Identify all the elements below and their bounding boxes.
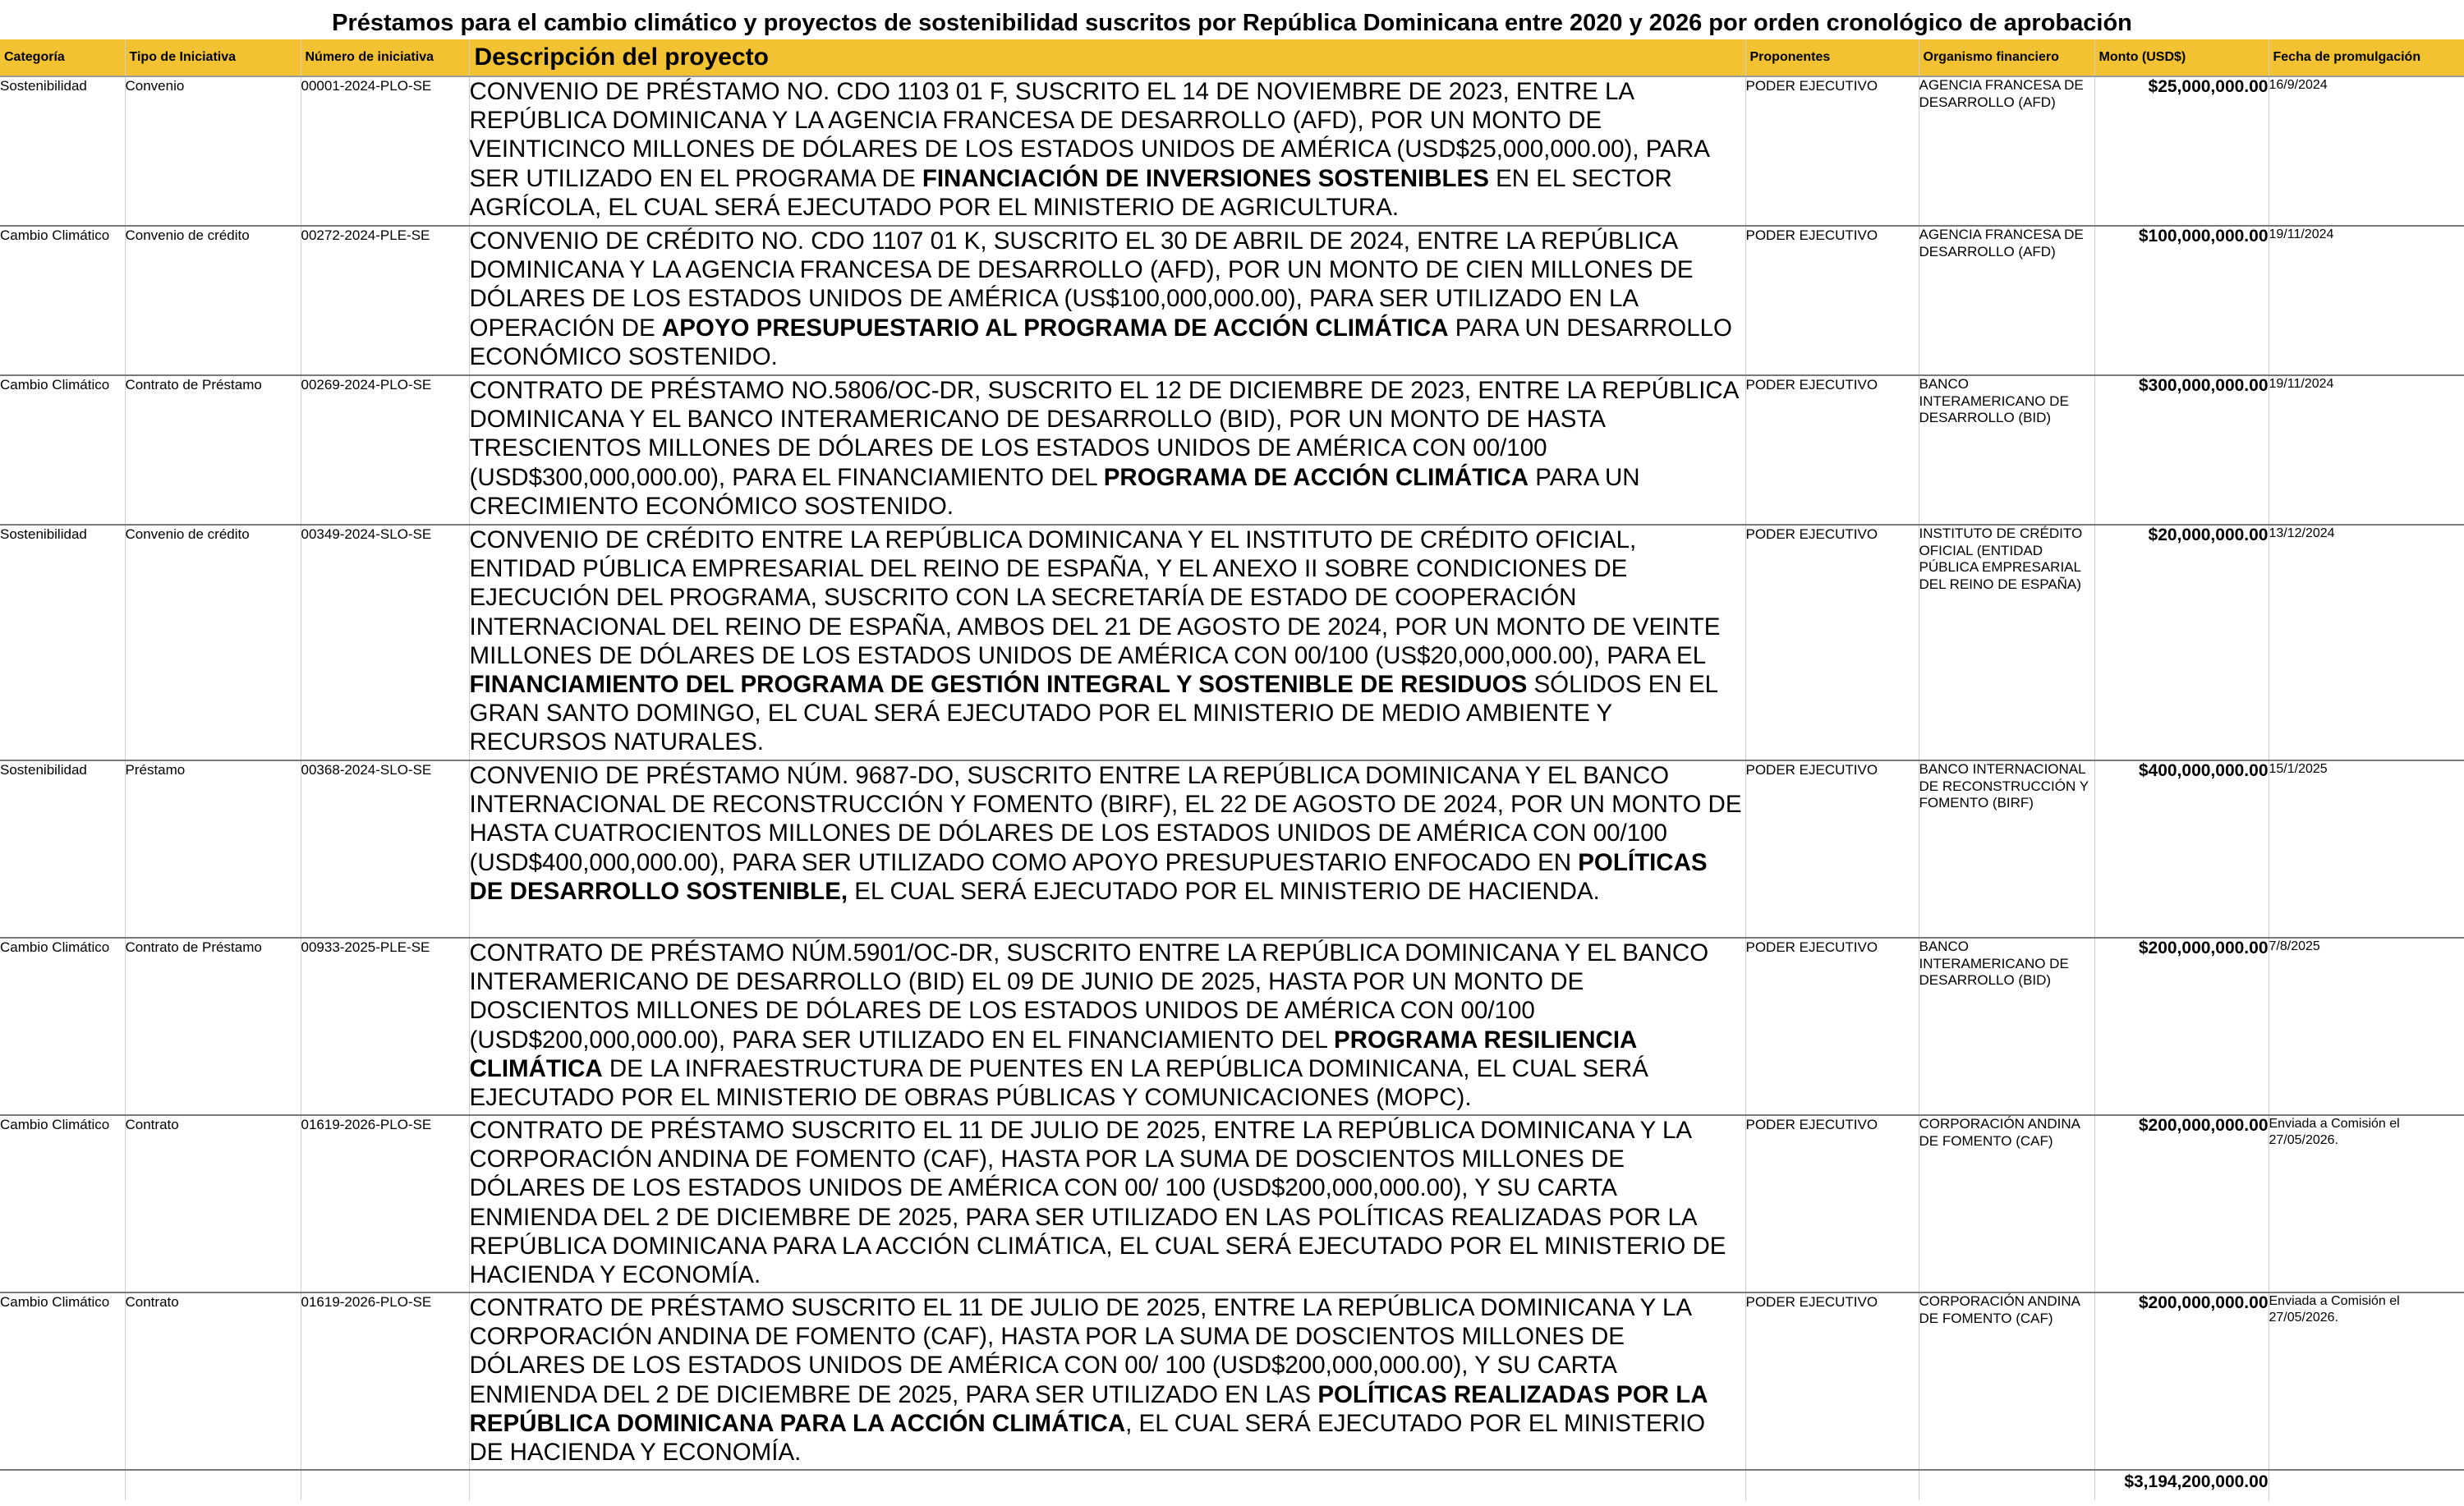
cell-fecha[interactable]: Enviada a Comisión el 27/05/2026. (2269, 1115, 2464, 1292)
desc-bold-text: FINANCIAMIENTO DEL PROGRAMA DE GESTIÓN INTEGRAL Y SOSTENIBLE DE RESIDUOS (469, 671, 1528, 699)
cell-monto[interactable]: $200,000,000.00 (2094, 1292, 2269, 1470)
cell-categoria[interactable]: Sostenibilidad (0, 76, 125, 226)
cell-tipo[interactable]: Contrato de Préstamo (125, 938, 301, 1115)
header-proponentes[interactable]: Proponentes (1745, 39, 1919, 76)
desc-bold-text: PROGRAMA RESILIENCIA CLIMÁTICA (469, 1026, 1637, 1082)
cell-tipo[interactable]: Convenio (125, 76, 301, 226)
table-row (0, 375, 2464, 525)
table-row (0, 938, 2464, 1115)
cell-fecha[interactable]: 19/11/2024 (2269, 375, 2464, 525)
cell-numero[interactable]: 00272-2024-PLE-SE (301, 226, 469, 375)
cell-descripcion[interactable] (469, 525, 1745, 760)
desc-text-end: PARA UN CRECIMIENTO ECONÓMICO SOSTENIDO. (469, 463, 1640, 520)
loans-table (0, 39, 2464, 1500)
cell-descripcion[interactable] (469, 375, 1745, 525)
cell-fecha[interactable]: Enviada a Comisión el 27/05/2026. (2269, 1292, 2464, 1470)
cell-organismo[interactable]: INSTITUTO DE CRÉDITO OFICIAL (ENTIDAD PÚBLICA EMPRESARIAL DEL REINO DE ESPAÑA) (1919, 525, 2094, 760)
cell-organismo[interactable]: CORPORACIÓN ANDINA DE FOMENTO (CAF) (1919, 1292, 2094, 1470)
cell-empty[interactable] (469, 1470, 1745, 1500)
cell-organismo[interactable]: AGENCIA FRANCESA DE DESARROLLO (AFD) (1919, 76, 2094, 226)
cell-numero[interactable]: 00269-2024-PLO-SE (301, 375, 469, 525)
cell-empty[interactable] (125, 1470, 301, 1500)
cell-monto[interactable]: $20,000,000.00 (2094, 525, 2269, 760)
cell-monto[interactable]: $300,000,000.00 (2094, 375, 2269, 525)
cell-tipo[interactable]: Contrato de Préstamo (125, 375, 301, 525)
cell-tipo[interactable]: Contrato (125, 1115, 301, 1292)
cell-proponentes[interactable]: PODER EJECUTIVO (1745, 525, 1919, 760)
header-numero[interactable]: Número de iniciativa (301, 39, 469, 76)
desc-bold-text: FINANCIACIÓN DE INVERSIONES SOSTENIBLES (922, 164, 1489, 192)
cell-numero[interactable]: 01619-2026-PLO-SE (301, 1292, 469, 1470)
cell-empty[interactable] (0, 1470, 125, 1500)
cell-categoria[interactable]: Sostenibilidad (0, 760, 125, 938)
cell-categoria[interactable]: Cambio Climático (0, 375, 125, 525)
desc-text: CONVENIO DE PRÉSTAMO NO. CDO 1103 01 F, SUSCRITO EL 14 DE NOVIEMBRE DE 2023, ENTRE LA REPÚBLICA DOMINICANA Y LA AGENCIA FRANCESA DE DESARROLLO (AFD), POR UN MONTO DE VEINTICINCO MILLONES DE DÓLARES DE LOS ESTADOS UNIDOS DE AMÉRICA (USD$25,000,000.00), PARA SER UTILIZADO EN EL PROGRAMA DE (469, 78, 1709, 192)
cell-monto[interactable]: $100,000,000.00 (2094, 226, 2269, 375)
desc-text: CONTRATO DE PRÉSTAMO NÚM.5901/OC-DR, SUSCRITO ENTRE LA REPÚBLICA DOMINICANA Y EL BANCO INTERAMERICANO DE DESARROLLO (BID) EL 09 DE JUNIO DE 2025, HASTA POR UN MONTO DE DOSCIENTOS MILLONES DE DÓLARES DE LOS ESTADOS UNIDOS DE AMÉRICA CON 00/100 (USD$200,000,000.00), PARA SER UTILIZADO EN EL FINANCIAMIENTO DEL (469, 939, 1709, 1054)
cell-proponentes[interactable]: PODER EJECUTIVO (1745, 760, 1919, 938)
table-row (0, 760, 2464, 938)
desc-text: CONVENIO DE CRÉDITO NO. CDO 1107 01 K, SUSCRITO EL 30 DE ABRIL DE 2024, ENTRE LA REPÚBLICA DOMINICANA Y LA AGENCIA FRANCESA DE DESARROLLO (AFD), POR UN MONTO DE CIEN MILLONES DE DÓLARES DE LOS ESTADOS UNIDOS DE AMÉRICA (US$100,000,000.00), PARA SER UTILIZADO EN LA OPERACIÓN DE (469, 227, 1694, 342)
cell-proponentes[interactable]: PODER EJECUTIVO (1745, 1115, 1919, 1292)
cell-organismo[interactable]: BANCO INTERAMERICANO DE DESARROLLO (BID) (1919, 938, 2094, 1115)
cell-monto[interactable]: $200,000,000.00 (2094, 1115, 2269, 1292)
cell-organismo[interactable]: BANCO INTERAMERICANO DE DESARROLLO (BID) (1919, 375, 2094, 525)
header-categoria[interactable]: Categoría (0, 39, 125, 76)
desc-text-end: SÓLIDOS EN EL GRAN SANTO DOMINGO, EL CUAL SERÁ EJECUTADO POR EL MINISTERIO DE MEDIO AMBIENTE Y RECURSOS NATURALES. (469, 671, 1717, 756)
header-monto[interactable]: Monto (USD$) (2094, 39, 2269, 76)
desc-text-end: DE LA INFRAESTRUCTURA DE PUENTES EN LA REPÚBLICA DOMINICANA, EL CUAL SERÁ EJECUTADO POR EL MINISTERIO DE OBRAS PÚBLICAS Y COMUNICACIONES (MOPC). (469, 1054, 1648, 1112)
total-amount[interactable]: $3,194,200,000.00 (2094, 1470, 2269, 1500)
cell-proponentes[interactable]: PODER EJECUTIVO (1745, 1292, 1919, 1470)
table-row (0, 525, 2464, 760)
cell-fecha[interactable]: 13/12/2024 (2269, 525, 2464, 760)
cell-empty[interactable] (2269, 1470, 2464, 1500)
cell-organismo[interactable]: CORPORACIÓN ANDINA DE FOMENTO (CAF) (1919, 1115, 2094, 1292)
desc-bold-text: PROGRAMA DE ACCIÓN CLIMÁTICA (1103, 463, 1529, 491)
desc-bold-text: POLÍTICAS REALIZADAS POR LA REPÚBLICA DOMINICANA PARA LA ACCIÓN CLIMÁTICA (469, 1380, 1708, 1437)
cell-empty[interactable] (1919, 1470, 2094, 1500)
cell-descripcion[interactable] (469, 760, 1745, 938)
header-tipo[interactable]: Tipo de Iniciativa (125, 39, 301, 76)
cell-monto[interactable]: $400,000,000.00 (2094, 760, 2269, 938)
cell-descripcion[interactable] (469, 76, 1745, 226)
cell-numero[interactable]: 00368-2024-SLO-SE (301, 760, 469, 938)
table-row (0, 1292, 2464, 1470)
desc-text-end: , EL CUAL SERÁ EJECUTADO POR EL MINISTERIO DE HACIENDA Y ECONOMÍA. (469, 1409, 1706, 1467)
cell-empty[interactable] (1745, 1470, 1919, 1500)
cell-categoria[interactable]: Cambio Climático (0, 938, 125, 1115)
cell-tipo[interactable]: Préstamo (125, 760, 301, 938)
cell-monto[interactable]: $25,000,000.00 (2094, 76, 2269, 226)
desc-text-end: EL CUAL SERÁ EJECUTADO POR EL MINISTERIO DE HACIENDA. (848, 877, 1600, 905)
total-row (0, 1470, 2464, 1500)
cell-categoria[interactable]: Cambio Climático (0, 1115, 125, 1292)
cell-categoria[interactable]: Cambio Climático (0, 226, 125, 375)
cell-descripcion[interactable] (469, 938, 1745, 1115)
desc-text-end: PARA UN DESARROLLO ECONÓMICO SOSTENIDO. (469, 314, 1732, 370)
cell-organismo[interactable]: AGENCIA FRANCESA DE DESARROLLO (AFD) (1919, 226, 2094, 375)
cell-empty[interactable] (301, 1470, 469, 1500)
cell-proponentes[interactable]: PODER EJECUTIVO (1745, 226, 1919, 375)
desc-text: CONVENIO DE CRÉDITO ENTRE LA REPÚBLICA DOMINICANA Y EL INSTITUTO DE CRÉDITO OFICIAL, ENTIDAD PÚBLICA EMPRESARIAL DEL REINO DE ESPAÑA, Y EL ANEXO II SOBRE CONDICIONES DE EJECUCIÓN DEL PROGRAMA, SUSCRITO CON LA SECRETARÍA DE ESTADO DE COOPERACIÓN INTERNACIONAL DEL REINO DE ESPAÑA, AMBOS DEL 21 DE AGOSTO DE 2024, POR UN MONTO DE VEINTE MILLONES DE DÓLARES DE LOS ESTADOS UNIDOS DE AMÉRICA CON 00/100 (US$20,000,000.00), PARA EL (469, 526, 1721, 669)
table-row (0, 76, 2464, 226)
cell-fecha[interactable]: 15/1/2025 (2269, 760, 2464, 938)
cell-tipo[interactable]: Contrato (125, 1292, 301, 1470)
cell-organismo[interactable]: BANCO INTERNACIONAL DE RECONSTRUCCIÓN Y FOMENTO (BIRF) (1919, 760, 2094, 938)
cell-categoria[interactable]: Sostenibilidad (0, 525, 125, 760)
table-row (0, 1115, 2464, 1292)
cell-tipo[interactable]: Convenio de crédito (125, 525, 301, 760)
desc-bold-text: POLÍTICAS DE DESARROLLO SOSTENIBLE, (469, 848, 1708, 905)
cell-proponentes[interactable]: PODER EJECUTIVO (1745, 76, 1919, 226)
cell-proponentes[interactable]: PODER EJECUTIVO (1745, 375, 1919, 525)
header-row (0, 39, 2464, 76)
cell-proponentes[interactable]: PODER EJECUTIVO (1745, 938, 1919, 1115)
cell-fecha[interactable]: 16/9/2024 (2269, 76, 2464, 226)
cell-numero[interactable]: 00001-2024-PLO-SE (301, 76, 469, 226)
header-organismo[interactable]: Organismo financiero (1919, 39, 2094, 76)
header-descripcion[interactable]: Descripción del proyecto (469, 39, 1745, 76)
desc-bold-text: APOYO PRESUPUESTARIO AL PROGRAMA DE ACCIÓN CLIMÁTICA (661, 314, 1449, 342)
cell-numero[interactable]: 00933-2025-PLE-SE (301, 938, 469, 1115)
cell-descripcion[interactable] (469, 1115, 1745, 1292)
desc-text: CONTRATO DE PRÉSTAMO SUSCRITO EL 11 DE JULIO DE 2025, ENTRE LA REPÚBLICA DOMINICANA Y LA CORPORACIÓN ANDINA DE FOMENTO (CAF), HASTA POR LA SUMA DE DOSCIENTOS MILLONES DE DÓLARES DE LOS ESTADOS UNIDOS DE AMÉRICA CON 00/ 100 (USD$200,000,000.00), Y SU CARTA ENMIENDA DEL 2 DE DICIEMBRE DE 2025, PARA SER UTILIZADO EN LAS POLÍTICAS REALIZADAS POR LA REPÚBLICA DOMINICANA PARA LA ACCIÓN CLIMÁTICA, EL CUAL SERÁ EJECUTADO POR EL MINISTERIO DE HACIENDA Y ECONOMÍA. (469, 1117, 1726, 1289)
table-row (0, 226, 2464, 375)
desc-text-end: EN EL SECTOR AGRÍCOLA, EL CUAL SERÁ EJECUTADO POR EL MINISTERIO DE AGRICULTURA. (469, 164, 1672, 221)
cell-monto[interactable]: $200,000,000.00 (2094, 938, 2269, 1115)
cell-fecha[interactable]: 7/8/2025 (2269, 938, 2464, 1115)
desc-text: CONTRATO DE PRÉSTAMO NO.5806/OC-DR, SUSCRITO EL 12 DE DICIEMBRE DE 2023, ENTRE LA REPÚBLICA DOMINICANA Y EL BANCO INTERAMERICANO DE DESARROLLO (BID), POR UN MONTO DE HASTA TRESCIENTOS MILLONES DE DÓLARES DE LOS ESTADOS UNIDOS DE AMÉRICA CON 00/100 (USD$300,000,000.00), PARA EL FINANCIAMIENTO DEL (469, 377, 1738, 491)
cell-descripcion[interactable] (469, 226, 1745, 375)
cell-fecha[interactable]: 19/11/2024 (2269, 226, 2464, 375)
desc-text: CONVENIO DE PRÉSTAMO NÚM. 9687-DO, SUSCRITO ENTRE LA REPÚBLICA DOMINICANA Y EL BANCO INTERNACIONAL DE RECONSTRUCCIÓN Y FOMENTO (BIRF), EL 22 DE AGOSTO DE 2024, POR UN MONTO DE HASTA CUATROCIENTOS MILLONES DE DÓLARES DE LOS ESTADOS UNIDOS DE AMÉRICA CON 00/100 (USD$400,000,000.00), PARA SER UTILIZADO COMO APOYO PRESUPUESTARIO ENFOCADO EN (469, 762, 1742, 876)
cell-categoria[interactable]: Cambio Climático (0, 1292, 125, 1470)
cell-numero[interactable]: 01619-2026-PLO-SE (301, 1115, 469, 1292)
cell-descripcion[interactable] (469, 1292, 1745, 1470)
cell-numero[interactable]: 00349-2024-SLO-SE (301, 525, 469, 760)
sheet-title: Préstamos para el cambio climático y proyectos de sostenibilidad suscritos por República Dominicana entre 2020 y 2026 por orden cronológico de aprobación (332, 10, 2132, 36)
desc-text: CONTRATO DE PRÉSTAMO SUSCRITO EL 11 DE JULIO DE 2025, ENTRE LA REPÚBLICA DOMINICANA Y LA CORPORACIÓN ANDINA DE FOMENTO (CAF), HASTA POR LA SUMA DE DOSCIENTOS MILLONES DE DÓLARES DE LOS ESTADOS UNIDOS DE AMÉRICA CON 00/ 100 (USD$200,000,000.00), Y SU CARTA ENMIENDA DEL 2 DE DICIEMBRE DE 2025, PARA SER UTILIZADO EN LAS (469, 1294, 1691, 1408)
header-fecha[interactable]: Fecha de promulgación (2269, 39, 2464, 76)
cell-tipo[interactable]: Convenio de crédito (125, 226, 301, 375)
